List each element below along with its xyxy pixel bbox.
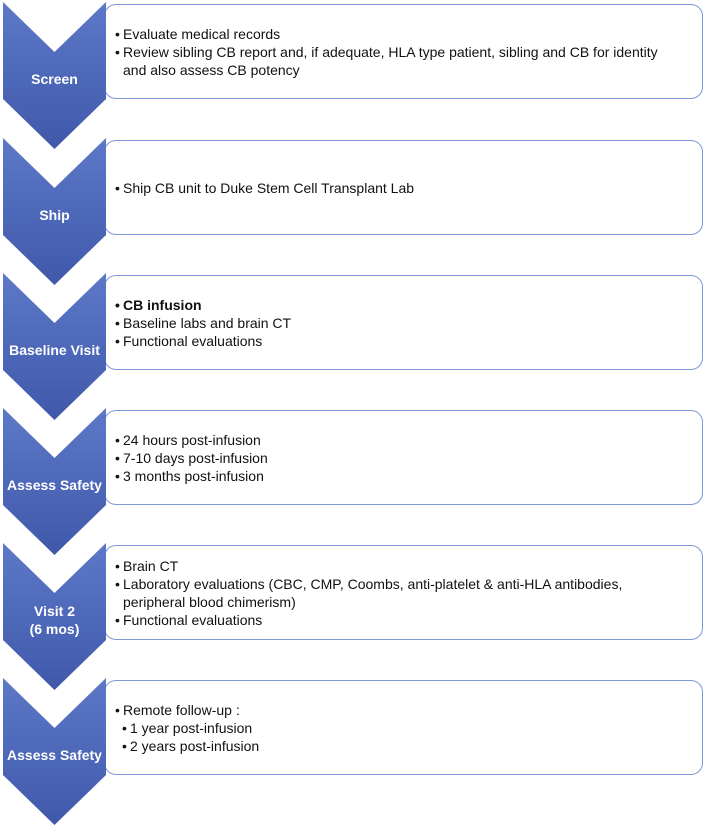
stage-label-ship: [3, 188, 106, 242]
stage-section-assess-safety-2: [0, 678, 709, 828]
stage-label-text: Assess Safety: [7, 747, 102, 763]
bullet-icon: •: [115, 611, 120, 628]
bullet-list: [115, 557, 678, 629]
list-item-text: Remote follow-up :: [123, 701, 240, 718]
stage-box-ship: [104, 140, 703, 235]
list-item: [115, 431, 678, 449]
list-item-text: Review sibling CB report and, if adequate, HLA type patient, sibling and CB for identity and also assess CB potency: [123, 43, 658, 78]
bullet-icon: •: [115, 25, 120, 42]
list-item: [115, 314, 678, 332]
stage-label-visit-2: [3, 593, 106, 647]
list-item-text: Baseline labs and brain CT: [123, 314, 292, 331]
list-item: [122, 737, 678, 755]
bullet-list: [115, 296, 678, 350]
bullet-list: [115, 25, 678, 79]
bullet-icon: •: [115, 332, 120, 349]
list-item-text: 7-10 days post-infusion: [123, 449, 268, 466]
list-item-text: Evaluate medical records: [123, 25, 281, 42]
bullet-icon: •: [115, 467, 120, 484]
stage-label-screen: [3, 52, 106, 106]
bullet-icon: •: [115, 314, 120, 331]
stage-section-visit-2: [0, 543, 709, 693]
stage-label-baseline-visit: [3, 323, 106, 377]
list-item: [115, 25, 678, 43]
bullet-icon: •: [115, 449, 120, 466]
list-item-text: 3 months post-infusion: [123, 467, 264, 484]
stage-section-baseline-visit: [0, 273, 709, 423]
stage-label-text: Assess Safety: [7, 477, 102, 493]
list-item: [115, 611, 678, 629]
list-item-text: Laboratory evaluations (CBC, CMP, Coombs, anti-platelet & anti-HLA antibodies, peripheral blood chimerism): [123, 575, 623, 610]
stage-label-text-line2: (6 mos): [29, 621, 80, 637]
stage-box-visit-2: [104, 545, 703, 640]
bullet-list: [115, 701, 678, 755]
list-item-text: CB infusion: [123, 296, 202, 313]
list-item: [115, 557, 678, 575]
stage-label-text: Visit 2: [34, 603, 75, 619]
list-item: [115, 575, 678, 611]
bullet-icon: •: [122, 719, 127, 736]
bullet-icon: •: [115, 43, 120, 60]
stage-label-text: Ship: [39, 207, 70, 223]
bullet-icon: •: [115, 575, 120, 592]
bullet-icon: •: [115, 557, 120, 574]
bullet-list: [115, 431, 678, 485]
stage-section-ship: [0, 138, 709, 288]
list-item-text: Ship CB unit to Duke Stem Cell Transplant Lab: [123, 179, 415, 196]
list-item-text: 24 hours post-infusion: [123, 431, 261, 448]
list-item: [122, 719, 678, 737]
list-item: [115, 449, 678, 467]
list-item: [115, 467, 678, 485]
stage-label-text: Baseline Visit: [9, 342, 100, 358]
bullet-list: [115, 179, 678, 197]
stage-box-assess-safety-1: [104, 410, 703, 505]
stage-box-baseline-visit: [104, 275, 703, 370]
stage-label-assess-safety-2: [3, 728, 106, 782]
list-item-text: Functional evaluations: [123, 611, 263, 628]
list-item: [115, 332, 678, 350]
bullet-icon: •: [115, 431, 120, 448]
stage-section-assess-safety-1: [0, 408, 709, 558]
stage-label-assess-safety-1: [3, 458, 106, 512]
stage-box-screen: [104, 4, 703, 99]
bullet-icon: •: [115, 296, 120, 313]
list-item: [115, 296, 678, 314]
bullet-icon: •: [115, 701, 120, 718]
bullet-icon: •: [115, 179, 120, 196]
list-item: [115, 701, 678, 719]
list-item-text: Functional evaluations: [123, 332, 263, 349]
stage-box-assess-safety-2: [104, 680, 703, 775]
list-item-text: 2 years post-infusion: [130, 737, 260, 754]
list-item-text: Brain CT: [123, 557, 179, 574]
list-item: [115, 43, 678, 79]
bullet-icon: •: [122, 737, 127, 754]
stage-section-screen: [0, 2, 709, 152]
list-item: [115, 179, 678, 197]
list-item-text: 1 year post-infusion: [130, 719, 253, 736]
stage-label-text: Screen: [31, 71, 78, 87]
